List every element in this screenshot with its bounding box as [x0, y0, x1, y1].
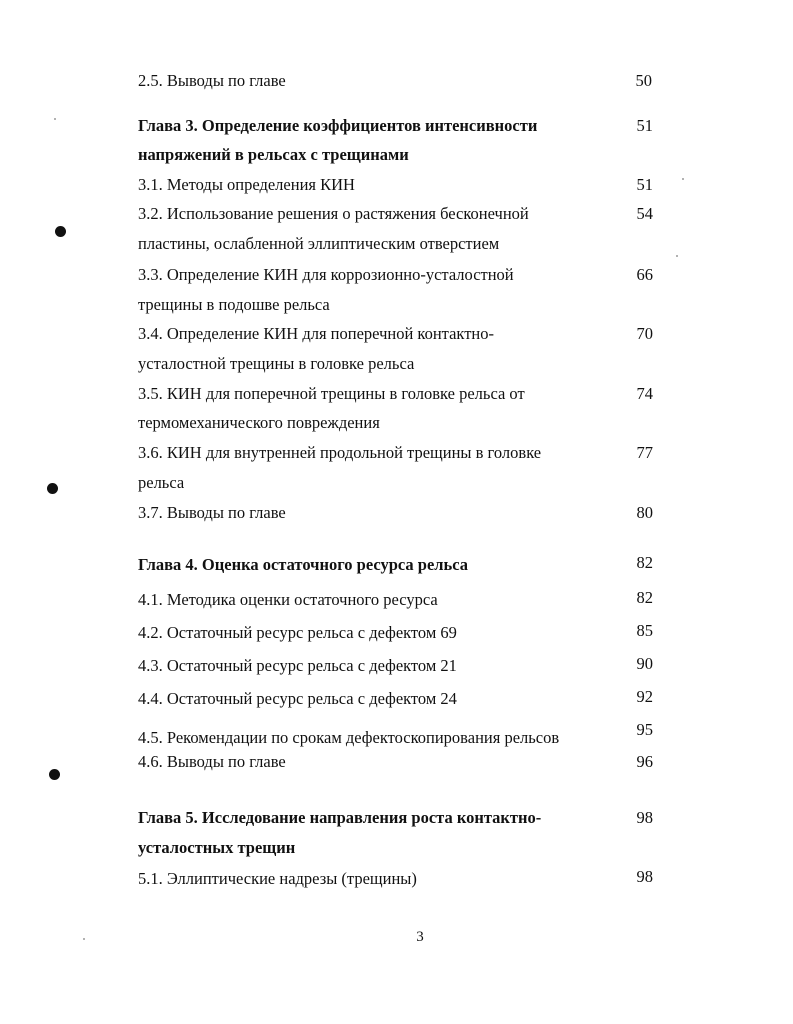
- toc-entry-page: 51: [636, 116, 653, 135]
- toc-entry-text: 4.3. Остаточный ресурс рельса с дефектом 21: [138, 656, 457, 675]
- chapter-heading-continued: напряжений в рельсах с трещинами: [138, 145, 409, 164]
- toc-entry-text-continued: пластины, ослабленной эллиптическим отверстием: [138, 234, 500, 253]
- toc-entry-page: 77: [636, 443, 653, 462]
- toc-entry-text: 4.5. Рекомендации по срокам дефектоскопирования рельсов: [138, 728, 560, 747]
- toc-entry-text: 2.5. Выводы по главе: [138, 71, 286, 90]
- toc-entry-text-continued: термомеханического повреждения: [138, 413, 380, 432]
- toc-entry-text: 3.4. Определение КИН для поперечной контактно-: [138, 324, 494, 343]
- toc-entry-text: 3.1. Методы определения КИН: [138, 175, 355, 194]
- punch-hole: [55, 226, 66, 237]
- toc-entry-text: 5.1. Эллиптические надрезы (трещины): [138, 869, 417, 888]
- toc-entry-text: 4.4. Остаточный ресурс рельса с дефектом 24: [138, 689, 457, 708]
- chapter-heading: Глава 4. Оценка остаточного ресурса рельса: [138, 555, 469, 574]
- toc-entry-text: 3.6. КИН для внутренней продольной трещины в головке: [138, 443, 542, 462]
- toc-entry-page: 66: [636, 265, 653, 284]
- toc-entry-page: 82: [636, 588, 653, 607]
- toc-entry-text: 4.2. Остаточный ресурс рельса с дефектом 69: [138, 623, 457, 642]
- toc-entry-text: 3.5. КИН для поперечной трещины в головке рельса от: [138, 384, 525, 403]
- page-number: 3: [416, 929, 424, 945]
- scan-speck: [676, 255, 678, 257]
- toc-entry-text: 4.6. Выводы по главе: [138, 752, 286, 771]
- toc-entry-page: 98: [636, 867, 653, 886]
- toc-entry-page: 70: [636, 324, 653, 343]
- toc-entry-text: 3.2. Использование решения о растяжения бесконечной: [138, 204, 529, 223]
- toc-entry-page: 90: [636, 654, 653, 673]
- chapter-heading: Глава 5. Исследование направления роста контактно-: [138, 808, 542, 827]
- toc-entry-page: 54: [636, 204, 653, 223]
- toc-entry-page: 51: [636, 175, 653, 194]
- toc-entry-page: 96: [636, 752, 653, 771]
- toc-entry-page: 95: [636, 720, 653, 739]
- toc-entry-page: 80: [636, 503, 653, 522]
- toc-entry-page: 92: [636, 687, 653, 706]
- scan-speck: [54, 118, 56, 120]
- toc-entry-page: 98: [636, 808, 653, 827]
- chapter-heading: Глава 3. Определение коэффициентов интенсивности: [138, 116, 538, 135]
- toc-entry-text-continued: трещины в подошве рельса: [138, 295, 330, 314]
- toc-entry-text: 3.3. Определение КИН для коррозионно-усталостной: [138, 265, 514, 284]
- toc-entry-text: 4.1. Методика оценки остаточного ресурса: [138, 590, 438, 609]
- punch-hole: [49, 769, 60, 780]
- toc-entry-page: 74: [636, 384, 653, 403]
- toc-entry-text-continued: рельса: [138, 473, 185, 492]
- chapter-heading-continued: усталостных трещин: [138, 838, 296, 857]
- toc-entry-page: 50: [635, 71, 652, 90]
- toc-entry-page: 85: [636, 621, 653, 640]
- punch-hole: [47, 483, 58, 494]
- toc-entry-text-continued: усталостной трещины в головке рельса: [138, 354, 415, 373]
- toc-entry-text: 3.7. Выводы по главе: [138, 503, 286, 522]
- scan-speck: [83, 938, 85, 940]
- scan-speck: [682, 178, 684, 180]
- toc-entry-page: 82: [636, 553, 653, 572]
